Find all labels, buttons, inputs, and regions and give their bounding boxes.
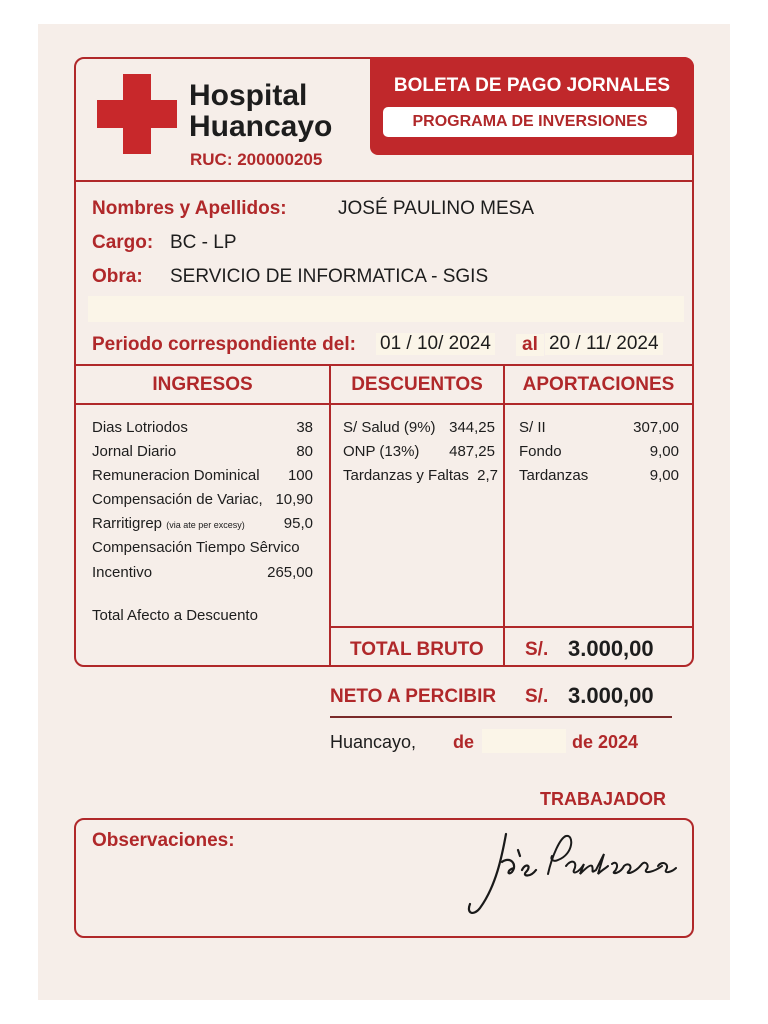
ruc-number: RUC: 200000205 (190, 150, 323, 169)
col-ingresos: INGRESOS (152, 374, 253, 395)
blank-field (88, 296, 684, 322)
ingreso-row: Dias Lotriodos 38 (92, 419, 313, 436)
aportacion-row: S/ II 307,00 (519, 419, 679, 436)
divider (329, 626, 694, 628)
total-bruto-value: 3.000,00 (568, 636, 654, 661)
document-title: BOLETA DE PAGO JORNALES (393, 75, 671, 96)
trabajador-label: TRABAJADOR (540, 789, 666, 809)
ingreso-row: Compensación de Variac, 10,90 (92, 491, 313, 508)
hospital-name: Hospital Huancayo (189, 79, 333, 143)
title-box (370, 57, 694, 155)
ingreso-row: Rarritigrep (via ate per excesy) 95,0 (92, 515, 313, 532)
ingreso-row: Remuneracion Dominical 100 (92, 467, 313, 484)
column-divider (503, 364, 505, 667)
red-cross-logo-icon (97, 74, 177, 154)
column-divider (329, 364, 331, 667)
neto-value: 3.000,00 (568, 683, 654, 708)
currency-symbol: S/. (525, 686, 549, 707)
total-afecto: Total Afecto a Descuento (92, 607, 258, 624)
period-to: 20 / 11/ 2024 (545, 333, 663, 355)
city: Huancayo, (330, 732, 417, 752)
aportacion-row: Fondo 9,00 (519, 443, 679, 460)
cargo-value: BC - LP (170, 232, 237, 253)
period-from: 01 / 10/ 2024 (376, 333, 495, 355)
ingreso-row: Jornal Diario 80 (92, 443, 313, 460)
year-label: de 2024 (572, 732, 639, 752)
signature-image (462, 826, 682, 921)
neto-label: NETO A PERCIBIR (330, 686, 497, 707)
cargo-label: Cargo: (92, 232, 154, 253)
observaciones-label: Observaciones: (92, 830, 235, 851)
divider (74, 180, 694, 182)
period-to-label: al (516, 334, 544, 356)
col-descuentos: DESCUENTOS (351, 374, 483, 395)
de-label: de (453, 732, 475, 752)
name-label: Nombres y Apellidos: (92, 198, 287, 219)
currency-symbol: S/. (525, 639, 549, 660)
ingreso-row: Incentivo 265,00 (92, 564, 313, 581)
ingreso-row: Compensación Tiempo Sêrvico (92, 539, 300, 556)
divider (74, 403, 694, 405)
total-bruto-label: TOTAL BRUTO (350, 639, 484, 660)
obra-value: SERVICIO DE INFORMATICA - SGIS (170, 266, 489, 287)
descuento-row: S/ Salud (9%) 344,25 (343, 419, 495, 436)
descuento-row: Tardanzas y Faltas 2,7 (343, 467, 498, 484)
descuento-row: ONP (13%) 487,25 (343, 443, 495, 460)
day-month-blank (482, 729, 566, 753)
divider (74, 364, 694, 366)
aportacion-row: Tardanzas 9,00 (519, 467, 679, 484)
obra-label: Obra: (92, 266, 143, 287)
divider (330, 716, 672, 718)
document-subtitle: PROGRAMA DE INVERSIONES (383, 107, 677, 137)
col-aportaciones: APORTACIONES (522, 374, 675, 395)
employee-name: JOSÉ PAULINO MESA (338, 198, 535, 219)
period-label: Periodo correspondiente del: (92, 334, 356, 355)
